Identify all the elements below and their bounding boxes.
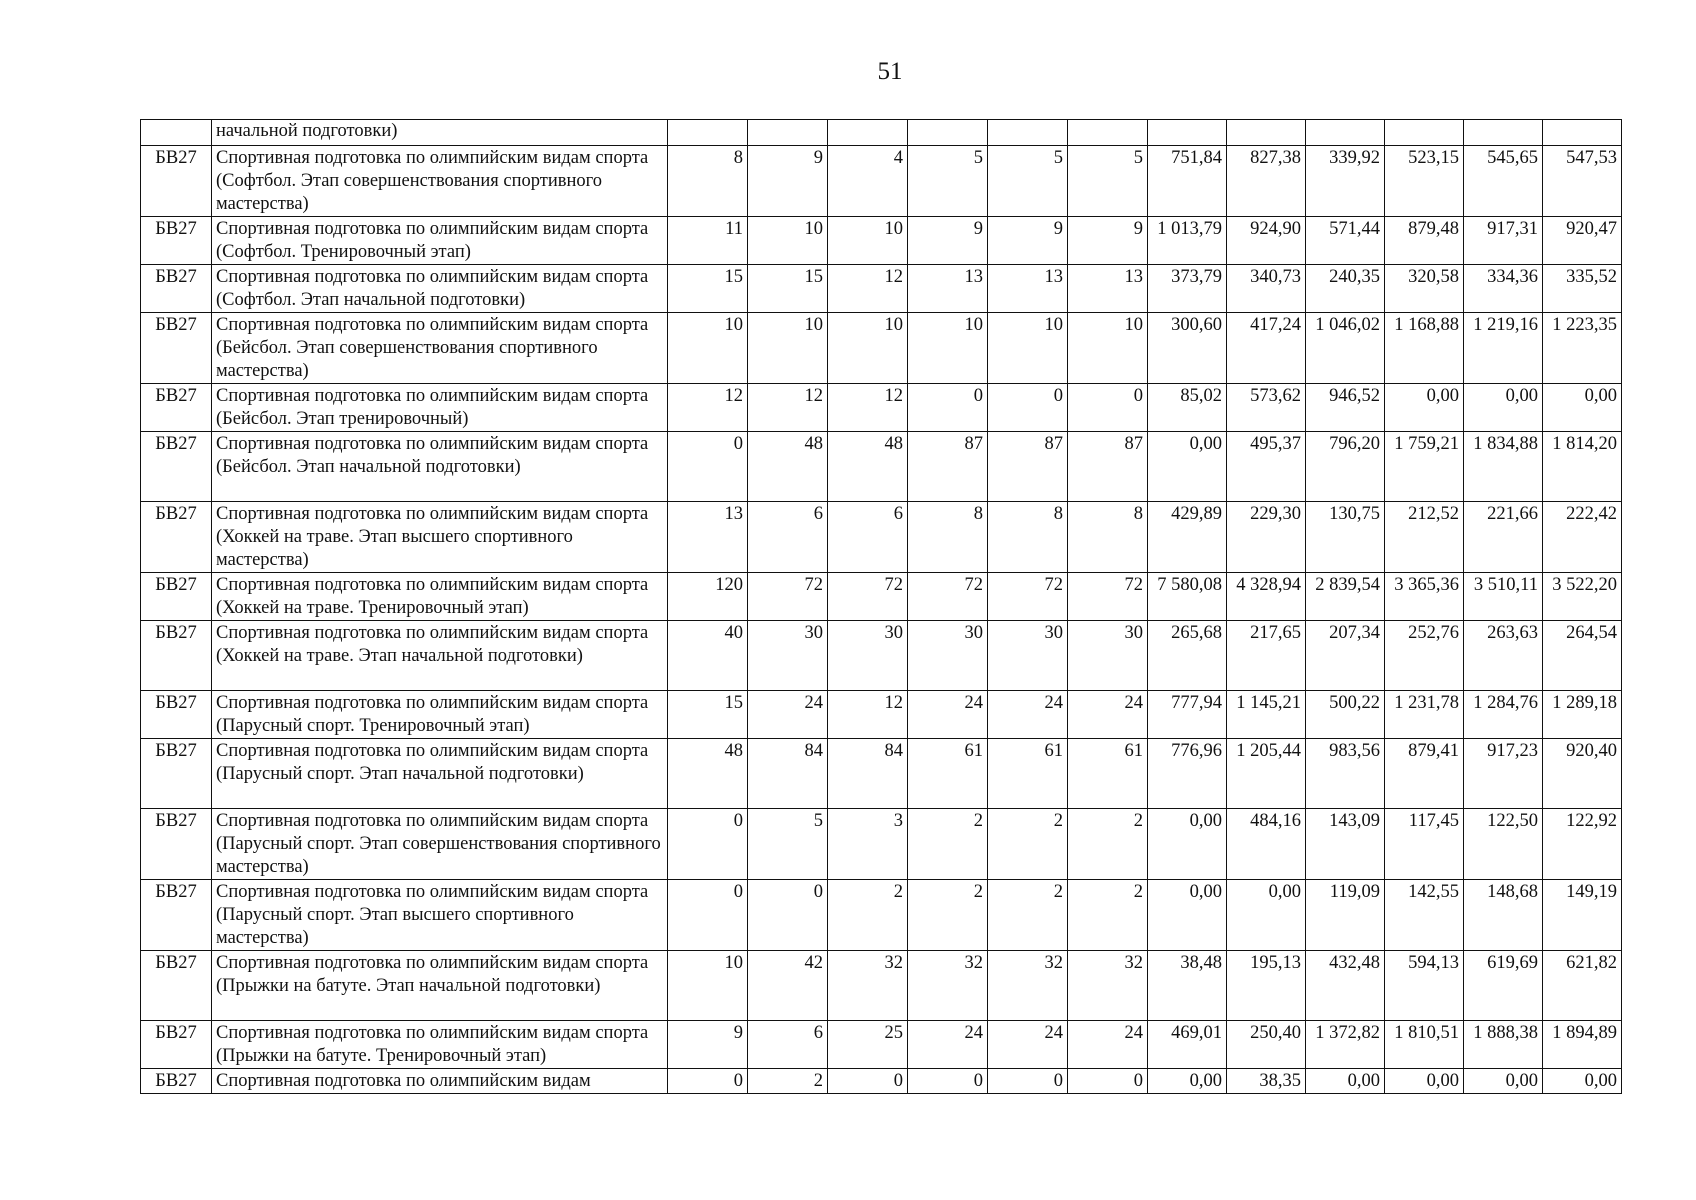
row-value: 84 xyxy=(748,739,828,809)
row-code: БВ27 xyxy=(141,432,212,502)
row-value: 32 xyxy=(908,951,988,1021)
row-value: 320,58 xyxy=(1385,265,1464,313)
row-value: 1 284,76 xyxy=(1464,691,1543,739)
row-code: БВ27 xyxy=(141,951,212,1021)
row-value: 72 xyxy=(748,573,828,621)
row-code: БВ27 xyxy=(141,1069,212,1094)
row-value: 265,68 xyxy=(1148,621,1227,691)
row-value: 7 580,08 xyxy=(1148,573,1227,621)
table-row xyxy=(141,384,1622,432)
row-value: 0,00 xyxy=(1464,384,1543,432)
row-value: 61 xyxy=(908,739,988,809)
row-value: 776,96 xyxy=(1148,739,1227,809)
row-value: 0 xyxy=(668,1069,748,1094)
row-value: 263,63 xyxy=(1464,621,1543,691)
row-value: 0,00 xyxy=(1148,432,1227,502)
row-value: 38,35 xyxy=(1227,1069,1306,1094)
row-value: 143,09 xyxy=(1306,809,1385,880)
row-value: 484,16 xyxy=(1227,809,1306,880)
row-value: 0,00 xyxy=(1148,809,1227,880)
row-value: 221,66 xyxy=(1464,502,1543,573)
row-value xyxy=(1068,120,1148,146)
row-value: 3 522,20 xyxy=(1543,573,1622,621)
row-value: 1 145,21 xyxy=(1227,691,1306,739)
row-value: 84 xyxy=(828,739,908,809)
row-value: 30 xyxy=(828,621,908,691)
row-value: 10 xyxy=(908,313,988,384)
row-value: 879,48 xyxy=(1385,217,1464,265)
row-value: 334,36 xyxy=(1464,265,1543,313)
row-value: 32 xyxy=(828,951,908,1021)
table-row xyxy=(141,1069,1622,1094)
row-value: 5 xyxy=(908,146,988,217)
row-description: Спортивная подготовка по олимпийским видам xyxy=(212,1069,668,1094)
table-row xyxy=(141,691,1622,739)
row-value: 545,65 xyxy=(1464,146,1543,217)
row-value: 10 xyxy=(828,313,908,384)
row-value: 1 894,89 xyxy=(1543,1021,1622,1069)
row-value: 500,22 xyxy=(1306,691,1385,739)
row-code: БВ27 xyxy=(141,265,212,313)
row-value: 12 xyxy=(748,384,828,432)
row-value: 24 xyxy=(1068,1021,1148,1069)
row-value: 5 xyxy=(748,809,828,880)
row-value: 9 xyxy=(988,217,1068,265)
row-value: 4 328,94 xyxy=(1227,573,1306,621)
table-row xyxy=(141,313,1622,384)
row-code: БВ27 xyxy=(141,1021,212,1069)
row-value: 250,40 xyxy=(1227,1021,1306,1069)
row-value: 12 xyxy=(668,384,748,432)
row-value: 2 839,54 xyxy=(1306,573,1385,621)
row-description: Спортивная подготовка по олимпийским видам спорта (Прыжки на батуте. Тренировочный этап) xyxy=(212,1021,668,1069)
row-value: 12 xyxy=(828,265,908,313)
row-value: 0,00 xyxy=(1306,1069,1385,1094)
row-value: 10 xyxy=(828,217,908,265)
row-value: 9 xyxy=(668,1021,748,1069)
row-value: 373,79 xyxy=(1148,265,1227,313)
row-value: 8 xyxy=(908,502,988,573)
row-value: 13 xyxy=(1068,265,1148,313)
row-value: 920,47 xyxy=(1543,217,1622,265)
row-value: 8 xyxy=(988,502,1068,573)
row-value: 1 289,18 xyxy=(1543,691,1622,739)
row-value: 5 xyxy=(1068,146,1148,217)
page-number: 51 xyxy=(877,58,903,85)
table-row xyxy=(141,621,1622,691)
row-value: 751,84 xyxy=(1148,146,1227,217)
row-value: 24 xyxy=(748,691,828,739)
row-value: 0,00 xyxy=(1148,880,1227,951)
row-value: 222,42 xyxy=(1543,502,1622,573)
row-value: 547,53 xyxy=(1543,146,1622,217)
row-value: 0 xyxy=(908,1069,988,1094)
row-value: 6 xyxy=(828,502,908,573)
row-value: 8 xyxy=(668,146,748,217)
row-value: 30 xyxy=(1068,621,1148,691)
row-value: 3 365,36 xyxy=(1385,573,1464,621)
row-value: 72 xyxy=(908,573,988,621)
row-value: 252,76 xyxy=(1385,621,1464,691)
row-value: 10 xyxy=(668,313,748,384)
row-value: 2 xyxy=(988,880,1068,951)
row-value: 917,31 xyxy=(1464,217,1543,265)
row-description: начальной подготовки) xyxy=(212,120,668,146)
row-value xyxy=(828,120,908,146)
row-value: 0 xyxy=(908,384,988,432)
row-code: БВ27 xyxy=(141,146,212,217)
row-value: 122,50 xyxy=(1464,809,1543,880)
row-value xyxy=(1227,120,1306,146)
row-value: 339,92 xyxy=(1306,146,1385,217)
row-value: 32 xyxy=(1068,951,1148,1021)
row-value: 335,52 xyxy=(1543,265,1622,313)
row-value: 10 xyxy=(748,313,828,384)
table-row xyxy=(141,951,1622,1021)
row-value: 25 xyxy=(828,1021,908,1069)
row-value: 4 xyxy=(828,146,908,217)
table-row xyxy=(141,573,1622,621)
row-value: 10 xyxy=(1068,313,1148,384)
row-code xyxy=(141,120,212,146)
row-value: 2 xyxy=(908,880,988,951)
row-value: 130,75 xyxy=(1306,502,1385,573)
row-value: 119,09 xyxy=(1306,880,1385,951)
row-value: 42 xyxy=(748,951,828,1021)
row-code: БВ27 xyxy=(141,739,212,809)
table-row xyxy=(141,1021,1622,1069)
row-value: 48 xyxy=(668,739,748,809)
row-value: 920,40 xyxy=(1543,739,1622,809)
table-row xyxy=(141,265,1622,313)
row-value xyxy=(668,120,748,146)
row-value: 1 205,44 xyxy=(1227,739,1306,809)
row-value: 11 xyxy=(668,217,748,265)
row-value: 195,13 xyxy=(1227,951,1306,1021)
row-value: 15 xyxy=(748,265,828,313)
row-code: БВ27 xyxy=(141,880,212,951)
row-value: 1 834,88 xyxy=(1464,432,1543,502)
row-value: 1 814,20 xyxy=(1543,432,1622,502)
row-value: 0,00 xyxy=(1148,1069,1227,1094)
row-value: 38,48 xyxy=(1148,951,1227,1021)
table-row xyxy=(141,217,1622,265)
row-value: 13 xyxy=(988,265,1068,313)
row-value: 3 xyxy=(828,809,908,880)
row-value xyxy=(908,120,988,146)
row-value: 2 xyxy=(748,1069,828,1094)
row-value: 264,54 xyxy=(1543,621,1622,691)
row-value: 149,19 xyxy=(1543,880,1622,951)
row-value: 30 xyxy=(988,621,1068,691)
row-code: БВ27 xyxy=(141,809,212,880)
row-value: 24 xyxy=(908,1021,988,1069)
row-value: 142,55 xyxy=(1385,880,1464,951)
row-description: Спортивная подготовка по олимпийским видам спорта (Бейсбол. Этап совершенствования спортивного мастерства) xyxy=(212,313,668,384)
row-value: 12 xyxy=(828,691,908,739)
row-value: 24 xyxy=(908,691,988,739)
row-code: БВ27 xyxy=(141,573,212,621)
row-value: 72 xyxy=(828,573,908,621)
table-row xyxy=(141,502,1622,573)
row-value: 10 xyxy=(988,313,1068,384)
row-value: 0,00 xyxy=(1543,384,1622,432)
row-value: 573,62 xyxy=(1227,384,1306,432)
row-value: 32 xyxy=(988,951,1068,1021)
row-value: 983,56 xyxy=(1306,739,1385,809)
row-value: 0 xyxy=(828,1069,908,1094)
row-value: 15 xyxy=(668,691,748,739)
row-value: 24 xyxy=(1068,691,1148,739)
row-value xyxy=(1464,120,1543,146)
table-row xyxy=(141,880,1622,951)
row-value: 122,92 xyxy=(1543,809,1622,880)
row-value: 879,41 xyxy=(1385,739,1464,809)
row-value: 946,52 xyxy=(1306,384,1385,432)
row-value: 48 xyxy=(748,432,828,502)
row-value: 13 xyxy=(668,502,748,573)
row-value: 72 xyxy=(988,573,1068,621)
row-description: Спортивная подготовка по олимпийским видам спорта (Хоккей на траве. Этап высшего спортивного мастерства) xyxy=(212,502,668,573)
row-value: 1 231,78 xyxy=(1385,691,1464,739)
row-value: 30 xyxy=(748,621,828,691)
row-value: 2 xyxy=(1068,809,1148,880)
row-value: 61 xyxy=(1068,739,1148,809)
row-value: 2 xyxy=(828,880,908,951)
row-value: 0 xyxy=(668,432,748,502)
row-value: 0 xyxy=(748,880,828,951)
row-value: 0,00 xyxy=(1385,1069,1464,1094)
row-code: БВ27 xyxy=(141,621,212,691)
row-description: Спортивная подготовка по олимпийским видам спорта (Хоккей на траве. Тренировочный этап) xyxy=(212,573,668,621)
table-row xyxy=(141,146,1622,217)
row-value: 469,01 xyxy=(1148,1021,1227,1069)
row-value: 2 xyxy=(908,809,988,880)
row-value: 571,44 xyxy=(1306,217,1385,265)
row-description: Спортивная подготовка по олимпийским видам спорта (Бейсбол. Этап начальной подготовки) xyxy=(212,432,668,502)
row-description: Спортивная подготовка по олимпийским видам спорта (Софтбол. Этап начальной подготовки) xyxy=(212,265,668,313)
row-value: 61 xyxy=(988,739,1068,809)
row-value: 5 xyxy=(988,146,1068,217)
row-description: Спортивная подготовка по олимпийским видам спорта (Парусный спорт. Тренировочный этап) xyxy=(212,691,668,739)
row-value: 120 xyxy=(668,573,748,621)
row-value xyxy=(1148,120,1227,146)
row-description: Спортивная подготовка по олимпийским видам спорта (Парусный спорт. Этап совершенствования спортивного мастерства) xyxy=(212,809,668,880)
row-value: 12 xyxy=(828,384,908,432)
row-value: 30 xyxy=(908,621,988,691)
row-value: 8 xyxy=(1068,502,1148,573)
row-value: 0 xyxy=(988,1069,1068,1094)
row-value: 1 168,88 xyxy=(1385,313,1464,384)
row-value: 40 xyxy=(668,621,748,691)
row-value: 217,65 xyxy=(1227,621,1306,691)
row-value: 1 372,82 xyxy=(1306,1021,1385,1069)
table-row xyxy=(141,120,1622,146)
row-value: 621,82 xyxy=(1543,951,1622,1021)
row-value: 1 888,38 xyxy=(1464,1021,1543,1069)
row-value: 10 xyxy=(748,217,828,265)
row-value: 85,02 xyxy=(1148,384,1227,432)
row-description: Спортивная подготовка по олимпийским видам спорта (Софтбол. Этап совершенствования спортивного мастерства) xyxy=(212,146,668,217)
row-value: 0 xyxy=(1068,384,1148,432)
row-value xyxy=(1306,120,1385,146)
row-value: 0,00 xyxy=(1543,1069,1622,1094)
row-value: 0 xyxy=(668,809,748,880)
row-code: БВ27 xyxy=(141,313,212,384)
row-description: Спортивная подготовка по олимпийским видам спорта (Парусный спорт. Этап начальной подготовки) xyxy=(212,739,668,809)
data-table xyxy=(140,119,1622,1094)
row-description: Спортивная подготовка по олимпийским видам спорта (Софтбол. Тренировочный этап) xyxy=(212,217,668,265)
row-value: 0 xyxy=(1068,1069,1148,1094)
row-value: 432,48 xyxy=(1306,951,1385,1021)
row-value: 1 759,21 xyxy=(1385,432,1464,502)
row-value: 796,20 xyxy=(1306,432,1385,502)
row-value: 917,23 xyxy=(1464,739,1543,809)
row-value xyxy=(748,120,828,146)
row-code: БВ27 xyxy=(141,384,212,432)
row-value: 1 810,51 xyxy=(1385,1021,1464,1069)
row-value: 1 219,16 xyxy=(1464,313,1543,384)
row-value: 240,35 xyxy=(1306,265,1385,313)
row-value: 827,38 xyxy=(1227,146,1306,217)
row-value: 87 xyxy=(908,432,988,502)
row-value: 13 xyxy=(908,265,988,313)
table-row xyxy=(141,809,1622,880)
row-value: 523,15 xyxy=(1385,146,1464,217)
row-value xyxy=(988,120,1068,146)
row-value xyxy=(1385,120,1464,146)
table-row xyxy=(141,432,1622,502)
row-value: 0 xyxy=(988,384,1068,432)
row-value: 87 xyxy=(1068,432,1148,502)
row-value: 429,89 xyxy=(1148,502,1227,573)
row-value: 0,00 xyxy=(1464,1069,1543,1094)
row-value: 417,24 xyxy=(1227,313,1306,384)
row-value: 48 xyxy=(828,432,908,502)
row-value: 9 xyxy=(748,146,828,217)
row-value: 229,30 xyxy=(1227,502,1306,573)
row-value: 340,73 xyxy=(1227,265,1306,313)
row-value: 1 223,35 xyxy=(1543,313,1622,384)
row-value: 2 xyxy=(1068,880,1148,951)
table-body xyxy=(141,120,1622,1094)
row-value xyxy=(1543,120,1622,146)
table-row xyxy=(141,739,1622,809)
row-description: Спортивная подготовка по олимпийским видам спорта (Парусный спорт. Этап высшего спортивного мастерства) xyxy=(212,880,668,951)
row-value: 9 xyxy=(1068,217,1148,265)
row-value: 619,69 xyxy=(1464,951,1543,1021)
row-value: 2 xyxy=(988,809,1068,880)
row-value: 594,13 xyxy=(1385,951,1464,1021)
row-value: 1 046,02 xyxy=(1306,313,1385,384)
row-value: 6 xyxy=(748,502,828,573)
row-description: Спортивная подготовка по олимпийским видам спорта (Прыжки на батуте. Этап начальной подготовки) xyxy=(212,951,668,1021)
row-description: Спортивная подготовка по олимпийским видам спорта (Хоккей на траве. Этап начальной подготовки) xyxy=(212,621,668,691)
row-value: 9 xyxy=(908,217,988,265)
row-value: 24 xyxy=(988,1021,1068,1069)
row-value: 207,34 xyxy=(1306,621,1385,691)
row-value: 24 xyxy=(988,691,1068,739)
row-value: 0 xyxy=(668,880,748,951)
row-value: 1 013,79 xyxy=(1148,217,1227,265)
row-value: 72 xyxy=(1068,573,1148,621)
row-value: 3 510,11 xyxy=(1464,573,1543,621)
row-value: 495,37 xyxy=(1227,432,1306,502)
row-value: 10 xyxy=(668,951,748,1021)
row-value: 6 xyxy=(748,1021,828,1069)
row-code: БВ27 xyxy=(141,502,212,573)
row-value: 300,60 xyxy=(1148,313,1227,384)
row-description: Спортивная подготовка по олимпийским видам спорта (Бейсбол. Этап тренировочный) xyxy=(212,384,668,432)
row-value: 777,94 xyxy=(1148,691,1227,739)
row-code: БВ27 xyxy=(141,217,212,265)
row-value: 148,68 xyxy=(1464,880,1543,951)
row-code: БВ27 xyxy=(141,691,212,739)
row-value: 15 xyxy=(668,265,748,313)
row-value: 0,00 xyxy=(1385,384,1464,432)
row-value: 924,90 xyxy=(1227,217,1306,265)
row-value: 212,52 xyxy=(1385,502,1464,573)
row-value: 117,45 xyxy=(1385,809,1464,880)
row-value: 0,00 xyxy=(1227,880,1306,951)
row-value: 87 xyxy=(988,432,1068,502)
